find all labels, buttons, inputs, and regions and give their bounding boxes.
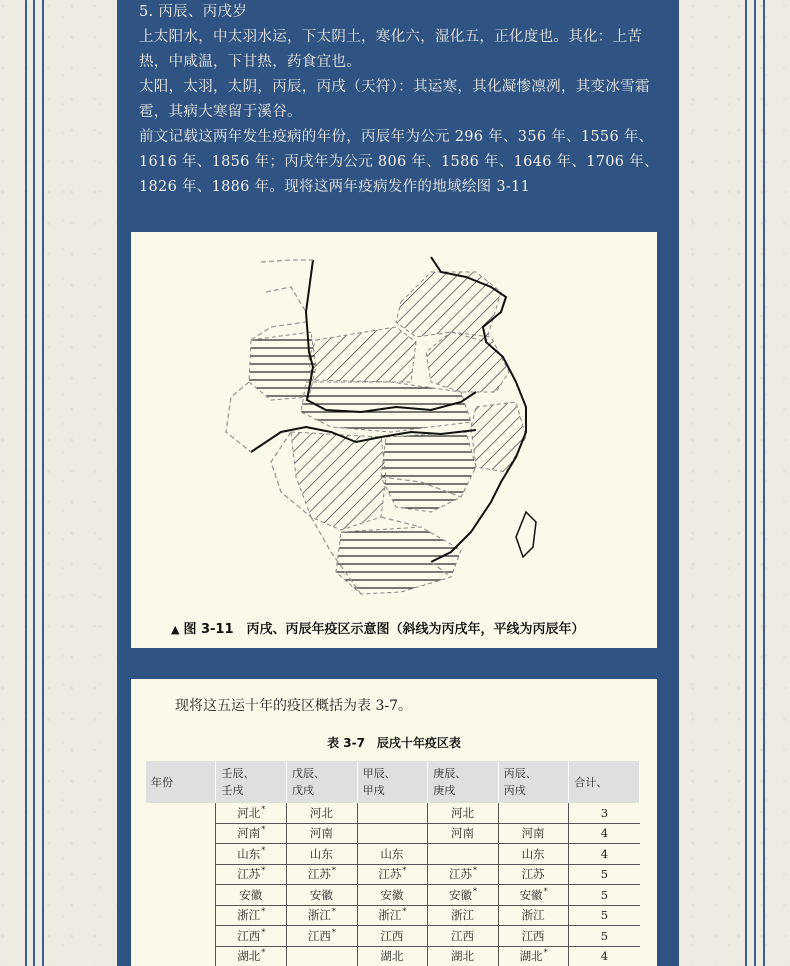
region-bingxu <box>471 402 526 472</box>
paragraph: 太阳，太羽，太阴，丙辰，丙戌（天符）：其运寒，其化凝惨凛冽，其变冰雪霜雹，其病大寒留于溪谷。 <box>139 79 650 120</box>
year-cell <box>146 864 216 885</box>
province-cell <box>357 823 428 844</box>
taiwan-island <box>516 512 536 557</box>
border-line <box>763 0 765 966</box>
province-cell: 山东 <box>287 844 358 865</box>
region-bingchen <box>336 527 461 594</box>
province-cell: 浙江 <box>498 905 569 926</box>
border-line <box>25 0 27 966</box>
table-intro: 现将这五运十年的疫区概括为表 3-7。 <box>175 698 412 714</box>
triangle-icon: ▲ <box>171 623 180 636</box>
epidemic-table <box>146 761 640 966</box>
province-cell: 江西* <box>287 926 358 947</box>
header-year: 年份 <box>146 761 216 803</box>
header-col: 戊辰、 戊戌 <box>287 761 358 803</box>
table-row <box>146 905 640 926</box>
province-cell <box>357 803 428 823</box>
region-bingxu <box>291 432 386 530</box>
intro-text <box>139 0 659 200</box>
province-cell: 江苏* <box>216 864 287 885</box>
region-bingchen <box>381 432 476 512</box>
province-cell: 江苏 <box>498 864 569 885</box>
border-line <box>754 0 756 966</box>
province-cell: 浙江* <box>216 905 287 926</box>
province-cell: 河北 <box>428 803 499 823</box>
caption-text: 图 3-11 丙戌、丙辰年疫区示意图（斜线为丙戌年，平线为丙辰年） <box>183 622 585 637</box>
province-cell: 山东 <box>498 844 569 865</box>
province-cell: 河南 <box>498 823 569 844</box>
province-cell: 浙江* <box>287 905 358 926</box>
province-cell: 安徽* <box>498 885 569 906</box>
header-col: 壬辰、 壬戌 <box>216 761 287 803</box>
table-row <box>146 864 640 885</box>
year-cell <box>146 803 216 823</box>
province-cell: 湖北 <box>428 946 499 966</box>
province-cell: 江苏* <box>357 864 428 885</box>
total-cell: 4 <box>569 823 640 844</box>
year-cell <box>146 946 216 966</box>
total-cell: 4 <box>569 844 640 865</box>
total-cell: 4 <box>569 946 640 966</box>
header-total: 合计、 <box>569 761 640 803</box>
table-row <box>146 885 640 906</box>
province-cell: 安徽 <box>287 885 358 906</box>
province-cell: 江西 <box>428 926 499 947</box>
table-row <box>146 926 640 947</box>
total-cell: 3 <box>569 803 640 823</box>
table-header-row <box>146 761 640 803</box>
figure-caption <box>171 618 585 637</box>
region-bingxu <box>396 272 501 342</box>
border-line <box>42 0 44 966</box>
paragraph: 前文记载这两年发生疫病的年份，丙辰年为公元 296 年、356 年、1556 年、1616 年、1856 年；丙戌年为公元 806 年、1586 年、1646 年、1706 年、1826 年、1886 年。现将这两年疫病发作的地域绘图 3-11 <box>139 129 659 195</box>
province-cell: 湖北* <box>498 946 569 966</box>
figure-3-11 <box>131 232 657 648</box>
total-cell: 5 <box>569 864 640 885</box>
province-cell: 湖北* <box>216 946 287 966</box>
province-cell: 河南 <box>428 823 499 844</box>
year-cell <box>146 823 216 844</box>
table-row <box>146 946 640 966</box>
epidemic-map <box>131 232 657 612</box>
header-col: 丙辰、 丙戌 <box>498 761 569 803</box>
province-cell: 河北 <box>287 803 358 823</box>
table-row <box>146 823 640 844</box>
province-cell: 江西 <box>498 926 569 947</box>
province-cell: 河南* <box>216 823 287 844</box>
province-cell: 浙江* <box>357 905 428 926</box>
border-line <box>33 0 35 966</box>
region-bingxu <box>309 327 416 382</box>
header-col: 甲辰、 甲戌 <box>357 761 428 803</box>
province-cell: 山东 <box>357 844 428 865</box>
province-cell: 浙江 <box>428 905 499 926</box>
table-section <box>131 679 657 966</box>
table-row <box>146 844 640 865</box>
section-heading: 5. 丙辰、丙戌岁 <box>139 4 248 20</box>
province-cell: 安徽* <box>428 885 499 906</box>
province-cell <box>428 844 499 865</box>
table-title: 表 3-7 辰戌十年疫区表 <box>327 736 461 750</box>
total-cell: 5 <box>569 926 640 947</box>
year-cell <box>146 926 216 947</box>
province-cell: 安徽 <box>357 885 428 906</box>
year-cell <box>146 905 216 926</box>
province-cell: 山东* <box>216 844 287 865</box>
year-cell <box>146 844 216 865</box>
province-cell: 江苏* <box>428 864 499 885</box>
header-col: 庚辰、 庚戌 <box>428 761 499 803</box>
province-cell: 江西 <box>357 926 428 947</box>
year-cell <box>146 885 216 906</box>
province-cell: 湖北 <box>357 946 428 966</box>
province-cell: 江苏* <box>287 864 358 885</box>
region-bingxu <box>426 332 509 392</box>
province-cell: 河北* <box>216 803 287 823</box>
total-cell: 5 <box>569 885 640 906</box>
border-line <box>745 0 747 966</box>
table-row <box>146 803 640 823</box>
province-cell <box>498 803 569 823</box>
province-cell: 安徽 <box>216 885 287 906</box>
province-cell: 河南 <box>287 823 358 844</box>
paragraph: 上太阳水，中太羽水运，下太阴土，寒化六，湿化五，正化度也。其化：上苦热，中咸温，下甘热，药食宜也。 <box>139 29 643 70</box>
province-cell <box>287 946 358 966</box>
total-cell: 5 <box>569 905 640 926</box>
province-cell: 江西* <box>216 926 287 947</box>
